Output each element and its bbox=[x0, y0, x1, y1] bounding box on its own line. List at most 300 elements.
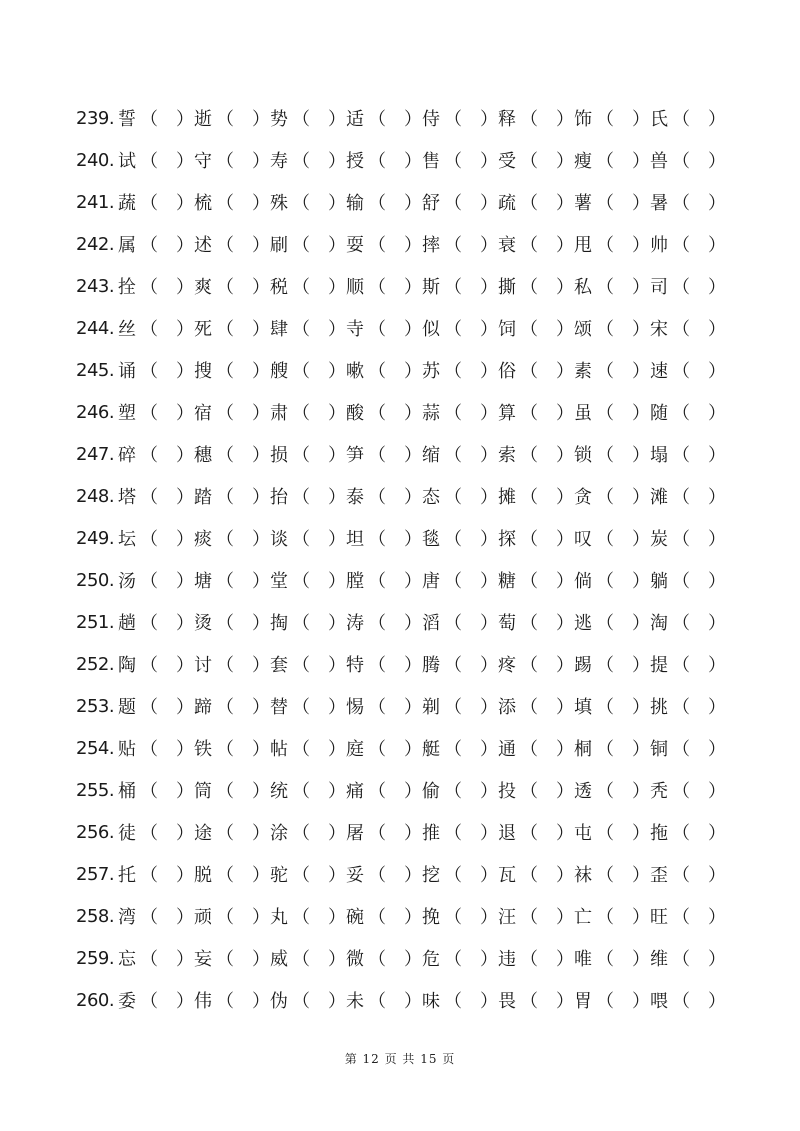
exercise-row bbox=[76, 391, 736, 433]
answer-blank[interactable] bbox=[292, 693, 346, 719]
paren-open: （ bbox=[520, 403, 538, 424]
answer-blank[interactable] bbox=[292, 315, 346, 341]
answer-blank[interactable] bbox=[596, 945, 650, 971]
character: 涛 bbox=[346, 613, 364, 634]
answer-blank[interactable] bbox=[596, 609, 650, 635]
character: 倘 bbox=[574, 571, 592, 592]
answer-blank[interactable] bbox=[672, 651, 726, 677]
answer-blank[interactable] bbox=[140, 903, 194, 929]
answer-blank[interactable] bbox=[292, 777, 346, 803]
answer-blank[interactable] bbox=[596, 819, 650, 845]
character-item bbox=[194, 777, 270, 803]
answer-blank[interactable] bbox=[216, 105, 270, 131]
character-item bbox=[118, 693, 194, 719]
character: 踏 bbox=[194, 487, 212, 508]
answer-blank[interactable] bbox=[292, 189, 346, 215]
paren-open: （ bbox=[444, 655, 462, 676]
answer-blank[interactable] bbox=[444, 987, 498, 1013]
paren-close: ） bbox=[252, 739, 270, 760]
character-item bbox=[422, 735, 498, 761]
paren-open: （ bbox=[292, 487, 310, 508]
answer-blank[interactable] bbox=[292, 273, 346, 299]
paren-close: ） bbox=[252, 193, 270, 214]
answer-blank[interactable] bbox=[140, 693, 194, 719]
answer-blank[interactable] bbox=[520, 525, 574, 551]
answer-blank[interactable] bbox=[216, 735, 270, 761]
row-number: 258. bbox=[76, 905, 115, 927]
answer-blank[interactable] bbox=[596, 987, 650, 1013]
character: 套 bbox=[270, 655, 288, 676]
character: 题 bbox=[118, 697, 136, 718]
answer-blank[interactable] bbox=[368, 273, 422, 299]
character: 艇 bbox=[422, 739, 440, 760]
answer-blank[interactable] bbox=[520, 231, 574, 257]
answer-blank[interactable] bbox=[672, 399, 726, 425]
answer-blank[interactable] bbox=[368, 987, 422, 1013]
answer-blank[interactable] bbox=[444, 777, 498, 803]
answer-blank[interactable] bbox=[672, 147, 726, 173]
paren-close: ） bbox=[252, 949, 270, 970]
answer-blank[interactable] bbox=[444, 399, 498, 425]
answer-blank[interactable] bbox=[520, 567, 574, 593]
answer-blank[interactable] bbox=[672, 903, 726, 929]
paren-close: ） bbox=[556, 781, 574, 802]
answer-blank[interactable] bbox=[520, 273, 574, 299]
character: 淘 bbox=[650, 613, 668, 634]
character-item bbox=[194, 735, 270, 761]
answer-blank[interactable] bbox=[444, 441, 498, 467]
paren-open: （ bbox=[140, 907, 158, 928]
character: 试 bbox=[118, 151, 136, 172]
answer-blank[interactable] bbox=[596, 651, 650, 677]
answer-blank[interactable] bbox=[444, 273, 498, 299]
answer-blank[interactable] bbox=[292, 105, 346, 131]
answer-blank[interactable] bbox=[672, 819, 726, 845]
character-item bbox=[270, 231, 346, 257]
answer-blank[interactable] bbox=[368, 819, 422, 845]
answer-blank[interactable] bbox=[140, 819, 194, 845]
character: 替 bbox=[270, 697, 288, 718]
answer-blank[interactable] bbox=[216, 903, 270, 929]
paren-close: ） bbox=[632, 403, 650, 424]
character: 唐 bbox=[422, 571, 440, 592]
answer-blank[interactable] bbox=[596, 441, 650, 467]
character: 塘 bbox=[194, 571, 212, 592]
answer-blank[interactable] bbox=[444, 945, 498, 971]
character-item bbox=[270, 945, 346, 971]
answer-blank[interactable] bbox=[216, 945, 270, 971]
answer-blank[interactable] bbox=[216, 399, 270, 425]
paren-close: ） bbox=[328, 277, 346, 298]
paren-open: （ bbox=[368, 697, 386, 718]
answer-blank[interactable] bbox=[444, 315, 498, 341]
character-item bbox=[498, 105, 574, 131]
character: 剃 bbox=[422, 697, 440, 718]
answer-blank[interactable] bbox=[292, 231, 346, 257]
character: 苏 bbox=[422, 361, 440, 382]
answer-blank[interactable] bbox=[140, 315, 194, 341]
answer-blank[interactable] bbox=[444, 105, 498, 131]
paren-close: ） bbox=[480, 487, 498, 508]
answer-blank[interactable] bbox=[596, 273, 650, 299]
character-item bbox=[118, 861, 194, 887]
paren-close: ） bbox=[556, 277, 574, 298]
character-item bbox=[118, 819, 194, 845]
answer-blank[interactable] bbox=[596, 693, 650, 719]
answer-blank[interactable] bbox=[672, 777, 726, 803]
answer-blank[interactable] bbox=[672, 231, 726, 257]
answer-blank[interactable] bbox=[216, 693, 270, 719]
answer-blank[interactable] bbox=[596, 525, 650, 551]
answer-blank[interactable] bbox=[520, 945, 574, 971]
answer-blank[interactable] bbox=[596, 399, 650, 425]
answer-blank[interactable] bbox=[216, 273, 270, 299]
answer-blank[interactable] bbox=[216, 147, 270, 173]
answer-blank[interactable] bbox=[444, 693, 498, 719]
character-item bbox=[118, 987, 194, 1013]
paren-close: ） bbox=[632, 991, 650, 1012]
character-item bbox=[650, 903, 726, 929]
answer-blank[interactable] bbox=[292, 819, 346, 845]
answer-blank[interactable] bbox=[672, 315, 726, 341]
answer-blank[interactable] bbox=[216, 315, 270, 341]
answer-blank[interactable] bbox=[672, 105, 726, 131]
character: 蔬 bbox=[118, 193, 136, 214]
answer-blank[interactable] bbox=[216, 483, 270, 509]
character: 述 bbox=[194, 235, 212, 256]
answer-blank[interactable] bbox=[368, 945, 422, 971]
answer-blank[interactable] bbox=[140, 399, 194, 425]
character: 谈 bbox=[270, 529, 288, 550]
paren-close: ） bbox=[404, 487, 422, 508]
answer-blank[interactable] bbox=[596, 147, 650, 173]
answer-blank[interactable] bbox=[672, 693, 726, 719]
paren-close: ） bbox=[556, 739, 574, 760]
answer-blank[interactable] bbox=[596, 231, 650, 257]
paren-open: （ bbox=[292, 781, 310, 802]
paren-open: （ bbox=[444, 403, 462, 424]
answer-blank[interactable] bbox=[368, 777, 422, 803]
answer-blank[interactable] bbox=[596, 315, 650, 341]
character: 维 bbox=[650, 949, 668, 970]
answer-blank[interactable] bbox=[368, 315, 422, 341]
paren-open: （ bbox=[596, 739, 614, 760]
answer-blank[interactable] bbox=[444, 861, 498, 887]
answer-blank[interactable] bbox=[292, 903, 346, 929]
row-number: 250. bbox=[76, 569, 115, 591]
character-item bbox=[194, 945, 270, 971]
answer-blank[interactable] bbox=[216, 609, 270, 635]
answer-blank[interactable] bbox=[368, 567, 422, 593]
character: 桐 bbox=[574, 739, 592, 760]
answer-blank[interactable] bbox=[292, 987, 346, 1013]
paren-open: （ bbox=[444, 529, 462, 550]
paren-open: （ bbox=[216, 529, 234, 550]
paren-open: （ bbox=[216, 571, 234, 592]
answer-blank[interactable] bbox=[368, 609, 422, 635]
paren-open: （ bbox=[672, 403, 690, 424]
character: 桶 bbox=[118, 781, 136, 802]
answer-blank[interactable] bbox=[520, 441, 574, 467]
answer-blank[interactable] bbox=[216, 567, 270, 593]
answer-blank[interactable] bbox=[444, 903, 498, 929]
answer-blank[interactable] bbox=[520, 651, 574, 677]
answer-blank[interactable] bbox=[140, 441, 194, 467]
paren-open: （ bbox=[216, 151, 234, 172]
answer-blank[interactable] bbox=[140, 273, 194, 299]
answer-blank[interactable] bbox=[368, 357, 422, 383]
answer-blank[interactable] bbox=[368, 735, 422, 761]
character-item bbox=[650, 567, 726, 593]
answer-blank[interactable] bbox=[292, 483, 346, 509]
paren-close: ） bbox=[404, 109, 422, 130]
answer-blank[interactable] bbox=[292, 945, 346, 971]
answer-blank[interactable] bbox=[520, 147, 574, 173]
paren-close: ） bbox=[632, 823, 650, 844]
answer-blank[interactable] bbox=[520, 315, 574, 341]
paren-close: ） bbox=[556, 529, 574, 550]
character-item bbox=[346, 777, 422, 803]
character-item bbox=[346, 147, 422, 173]
answer-blank[interactable] bbox=[368, 651, 422, 677]
character: 瓦 bbox=[498, 865, 516, 886]
paren-open: （ bbox=[368, 151, 386, 172]
answer-blank[interactable] bbox=[520, 693, 574, 719]
paren-close: ） bbox=[480, 571, 498, 592]
answer-blank[interactable] bbox=[596, 861, 650, 887]
answer-blank[interactable] bbox=[596, 105, 650, 131]
paren-open: （ bbox=[216, 319, 234, 340]
character-item bbox=[118, 105, 194, 131]
answer-blank[interactable] bbox=[140, 987, 194, 1013]
answer-blank[interactable] bbox=[216, 441, 270, 467]
character-item bbox=[574, 777, 650, 803]
answer-blank[interactable] bbox=[596, 483, 650, 509]
answer-blank[interactable] bbox=[292, 861, 346, 887]
answer-blank[interactable] bbox=[520, 609, 574, 635]
answer-blank[interactable] bbox=[368, 399, 422, 425]
answer-blank[interactable] bbox=[140, 483, 194, 509]
answer-blank[interactable] bbox=[216, 189, 270, 215]
row-number: 240. bbox=[76, 149, 115, 171]
answer-blank[interactable] bbox=[216, 819, 270, 845]
character: 袜 bbox=[574, 865, 592, 886]
character-item bbox=[346, 609, 422, 635]
character: 碎 bbox=[118, 445, 136, 466]
answer-blank[interactable] bbox=[292, 441, 346, 467]
answer-blank[interactable] bbox=[140, 861, 194, 887]
character: 搜 bbox=[194, 361, 212, 382]
paren-close: ） bbox=[176, 361, 194, 382]
answer-blank[interactable] bbox=[672, 189, 726, 215]
answer-blank[interactable] bbox=[444, 525, 498, 551]
answer-blank[interactable] bbox=[216, 525, 270, 551]
answer-blank[interactable] bbox=[368, 525, 422, 551]
answer-blank[interactable] bbox=[444, 231, 498, 257]
paren-open: （ bbox=[292, 277, 310, 298]
paren-open: （ bbox=[444, 319, 462, 340]
answer-blank[interactable] bbox=[368, 693, 422, 719]
answer-blank[interactable] bbox=[672, 525, 726, 551]
answer-blank[interactable] bbox=[444, 189, 498, 215]
answer-blank[interactable] bbox=[444, 483, 498, 509]
answer-blank[interactable] bbox=[140, 735, 194, 761]
answer-blank[interactable] bbox=[140, 147, 194, 173]
paren-close: ） bbox=[328, 193, 346, 214]
answer-blank[interactable] bbox=[520, 777, 574, 803]
answer-blank[interactable] bbox=[444, 357, 498, 383]
character-item bbox=[498, 777, 574, 803]
paren-close: ） bbox=[480, 277, 498, 298]
answer-blank[interactable] bbox=[444, 609, 498, 635]
answer-blank[interactable] bbox=[672, 945, 726, 971]
answer-blank[interactable] bbox=[292, 525, 346, 551]
answer-blank[interactable] bbox=[368, 441, 422, 467]
answer-blank[interactable] bbox=[368, 231, 422, 257]
paren-open: （ bbox=[368, 571, 386, 592]
character-item bbox=[422, 777, 498, 803]
answer-blank[interactable] bbox=[520, 987, 574, 1013]
answer-blank[interactable] bbox=[520, 861, 574, 887]
paren-open: （ bbox=[368, 739, 386, 760]
answer-blank[interactable] bbox=[140, 609, 194, 635]
paren-open: （ bbox=[520, 781, 538, 802]
answer-blank[interactable] bbox=[444, 735, 498, 761]
answer-blank[interactable] bbox=[444, 567, 498, 593]
answer-blank[interactable] bbox=[140, 231, 194, 257]
answer-blank[interactable] bbox=[520, 819, 574, 845]
paren-close: ） bbox=[708, 319, 726, 340]
answer-blank[interactable] bbox=[140, 357, 194, 383]
answer-blank[interactable] bbox=[140, 651, 194, 677]
answer-blank[interactable] bbox=[140, 945, 194, 971]
paren-close: ） bbox=[176, 193, 194, 214]
answer-blank[interactable] bbox=[672, 441, 726, 467]
character-item bbox=[346, 693, 422, 719]
answer-blank[interactable] bbox=[368, 105, 422, 131]
answer-blank[interactable] bbox=[672, 861, 726, 887]
paren-open: （ bbox=[292, 739, 310, 760]
answer-blank[interactable] bbox=[520, 903, 574, 929]
answer-blank[interactable] bbox=[140, 189, 194, 215]
character: 探 bbox=[498, 529, 516, 550]
answer-blank[interactable] bbox=[672, 567, 726, 593]
answer-blank[interactable] bbox=[596, 189, 650, 215]
answer-blank[interactable] bbox=[672, 483, 726, 509]
paren-open: （ bbox=[444, 697, 462, 718]
answer-blank[interactable] bbox=[216, 231, 270, 257]
paren-open: （ bbox=[292, 991, 310, 1012]
paren-open: （ bbox=[672, 571, 690, 592]
answer-blank[interactable] bbox=[596, 357, 650, 383]
answer-blank[interactable] bbox=[520, 189, 574, 215]
character: 泰 bbox=[346, 487, 364, 508]
paren-open: （ bbox=[368, 445, 386, 466]
paren-open: （ bbox=[520, 193, 538, 214]
answer-blank[interactable] bbox=[368, 903, 422, 929]
paren-close: ） bbox=[708, 613, 726, 634]
paren-open: （ bbox=[672, 235, 690, 256]
answer-blank[interactable] bbox=[672, 357, 726, 383]
answer-blank[interactable] bbox=[444, 147, 498, 173]
answer-blank[interactable] bbox=[292, 609, 346, 635]
answer-blank[interactable] bbox=[596, 567, 650, 593]
answer-blank[interactable] bbox=[596, 903, 650, 929]
answer-blank[interactable] bbox=[140, 567, 194, 593]
character: 汪 bbox=[498, 907, 516, 928]
character: 胃 bbox=[574, 991, 592, 1012]
character: 特 bbox=[346, 655, 364, 676]
answer-blank[interactable] bbox=[444, 819, 498, 845]
character-item bbox=[650, 399, 726, 425]
answer-blank[interactable] bbox=[520, 735, 574, 761]
answer-blank[interactable] bbox=[672, 609, 726, 635]
paren-close: ） bbox=[404, 319, 422, 340]
character: 拖 bbox=[650, 823, 668, 844]
character-item bbox=[422, 357, 498, 383]
answer-blank[interactable] bbox=[216, 651, 270, 677]
character-item bbox=[118, 231, 194, 257]
paren-open: （ bbox=[292, 571, 310, 592]
answer-blank[interactable] bbox=[140, 105, 194, 131]
paren-open: （ bbox=[292, 403, 310, 424]
character-item bbox=[194, 987, 270, 1013]
answer-blank[interactable] bbox=[216, 357, 270, 383]
paren-open: （ bbox=[216, 361, 234, 382]
answer-blank[interactable] bbox=[140, 525, 194, 551]
character-item bbox=[346, 567, 422, 593]
answer-blank[interactable] bbox=[292, 567, 346, 593]
answer-blank[interactable] bbox=[672, 735, 726, 761]
answer-blank[interactable] bbox=[216, 987, 270, 1013]
answer-blank[interactable] bbox=[368, 189, 422, 215]
character: 守 bbox=[194, 151, 212, 172]
answer-blank[interactable] bbox=[292, 399, 346, 425]
paren-open: （ bbox=[368, 235, 386, 256]
answer-blank[interactable] bbox=[292, 651, 346, 677]
answer-blank[interactable] bbox=[596, 735, 650, 761]
answer-blank[interactable] bbox=[672, 987, 726, 1013]
answer-blank[interactable] bbox=[292, 147, 346, 173]
character: 饰 bbox=[574, 109, 592, 130]
answer-blank[interactable] bbox=[520, 483, 574, 509]
paren-close: ） bbox=[328, 235, 346, 256]
row-number: 241. bbox=[76, 191, 115, 213]
character: 痰 bbox=[194, 529, 212, 550]
answer-blank[interactable] bbox=[140, 777, 194, 803]
character-item bbox=[422, 987, 498, 1013]
character: 微 bbox=[346, 949, 364, 970]
paren-close: ） bbox=[328, 319, 346, 340]
answer-blank[interactable] bbox=[672, 273, 726, 299]
answer-blank[interactable] bbox=[520, 399, 574, 425]
paren-open: （ bbox=[520, 151, 538, 172]
character: 薯 bbox=[574, 193, 592, 214]
answer-blank[interactable] bbox=[520, 105, 574, 131]
answer-blank[interactable] bbox=[292, 735, 346, 761]
answer-blank[interactable] bbox=[368, 483, 422, 509]
answer-blank[interactable] bbox=[368, 147, 422, 173]
answer-blank[interactable] bbox=[520, 357, 574, 383]
answer-blank[interactable] bbox=[292, 357, 346, 383]
character: 顺 bbox=[346, 277, 364, 298]
answer-blank[interactable] bbox=[216, 777, 270, 803]
answer-blank[interactable] bbox=[596, 777, 650, 803]
paren-close: ） bbox=[176, 445, 194, 466]
answer-blank[interactable] bbox=[368, 861, 422, 887]
answer-blank[interactable] bbox=[216, 861, 270, 887]
answer-blank[interactable] bbox=[444, 651, 498, 677]
